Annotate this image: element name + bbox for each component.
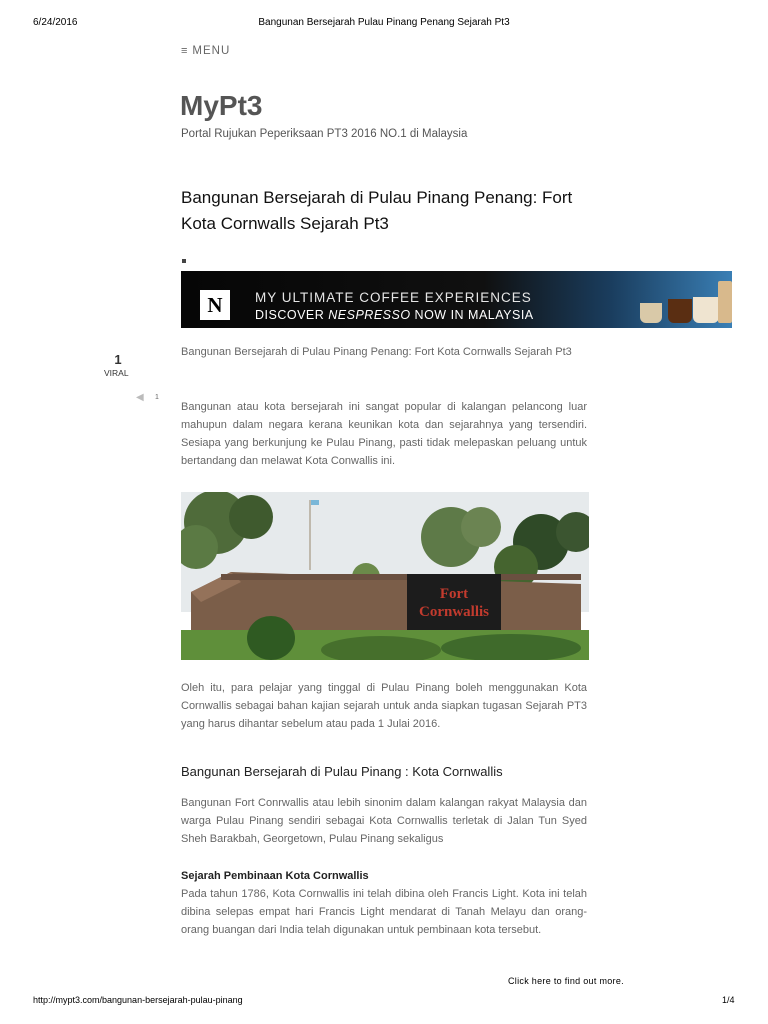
nespresso-logo: N [200,290,230,320]
sign-text-fort: Fort [439,586,469,602]
menu-label: MENU [192,45,231,57]
history-paragraph: Pada tahun 1786, Kota Cornwallis ini telah dibina oleh Francis Light. Kota ini telah dibina selepas empat hari Francis Light mendarat di Tanah Melayu dan orang-orang buangan dari India telah digunakan untuk pembinaan kota tersebut. [181,888,587,936]
post-title: Bangunan Bersejarah di Pulau Pinang Penang: Fort Kota Cornwalls Sejarah Pt3 [181,188,573,233]
hamburger-icon: ≡ [181,45,189,57]
menu-button[interactable] [181,45,230,57]
fort-cornwallis-photo [181,492,589,660]
find-out-more-link[interactable]: Click here to find out more. [508,976,624,986]
page-url: http://mypt3.com/bangunan-bersejarah-pulau-pinang [33,995,243,1005]
share-count: 1 [155,394,159,401]
image-caption: Bangunan Bersejarah di Pulau Pinang Penang: Fort Kota Cornwalls Sejarah Pt3 [181,346,572,358]
nespresso-ad-banner[interactable] [181,271,732,328]
viral-label: VIRAL [104,368,129,378]
print-title: Bangunan Bersejarah Pulau Pinang Penang Sejarah Pt3 [258,17,510,28]
print-date: 6/24/2016 [33,17,78,28]
ad-headline: MY ULTIMATE COFFEE EXPERIENCES [255,290,532,305]
intro-paragraph: Bangunan atau kota bersejarah ini sangat popular di kalangan pelancong luar mahupun dalam negara kerana keunikan kota dan sejarahnya yang tersendiri. Sesiapa yang berkunjung ke Pulau Pinang, pasti tidak melepaskan peluang untuk bertandang dan melawat Kota Conwallis ini. [181,401,587,467]
description-paragraph: Bangunan Fort Conrwallis atau lebih sinonim dalam kalangan rakyat Malaysia dan warga Pulau Pinang sendiri sebagai Kota Cornwallis terletak di Jalan Tun Syed Sheh Barakbah, Georgetown, Pulau Pinang sekaligus [181,797,587,845]
page-number: 1/4 [722,995,735,1005]
site-tagline: Portal Rujukan Peperiksaan PT3 2016 NO.1 di Malaysia [181,128,468,140]
after-image-paragraph: Oleh itu, para pelajar yang tinggal di Pulau Pinang boleh menggunakan Kota Cornwallis sebagai bahan kajian sejarah untuk anda siapkan tugasan Sejarah PT3 yang harus dihantar sebelum atau pada 1 Julai 2016. [181,682,587,730]
history-section [181,867,587,939]
history-heading: Sejarah Pembinaan Kota Cornwallis [181,870,369,882]
site-title[interactable]: MyPt3 [180,90,263,121]
section-subheading: Bangunan Bersejarah di Pulau Pinang : Kota Cornwallis [181,764,503,779]
share-arrow-icon[interactable]: ◀ [136,392,144,403]
sign-text-cornwallis: Cornwallis [418,604,490,620]
ad-subline: DISCOVER NESPRESSO NOW IN MALAYSIA [255,308,534,322]
viral-count: 1 [114,352,122,367]
bullet-marker [182,259,186,263]
